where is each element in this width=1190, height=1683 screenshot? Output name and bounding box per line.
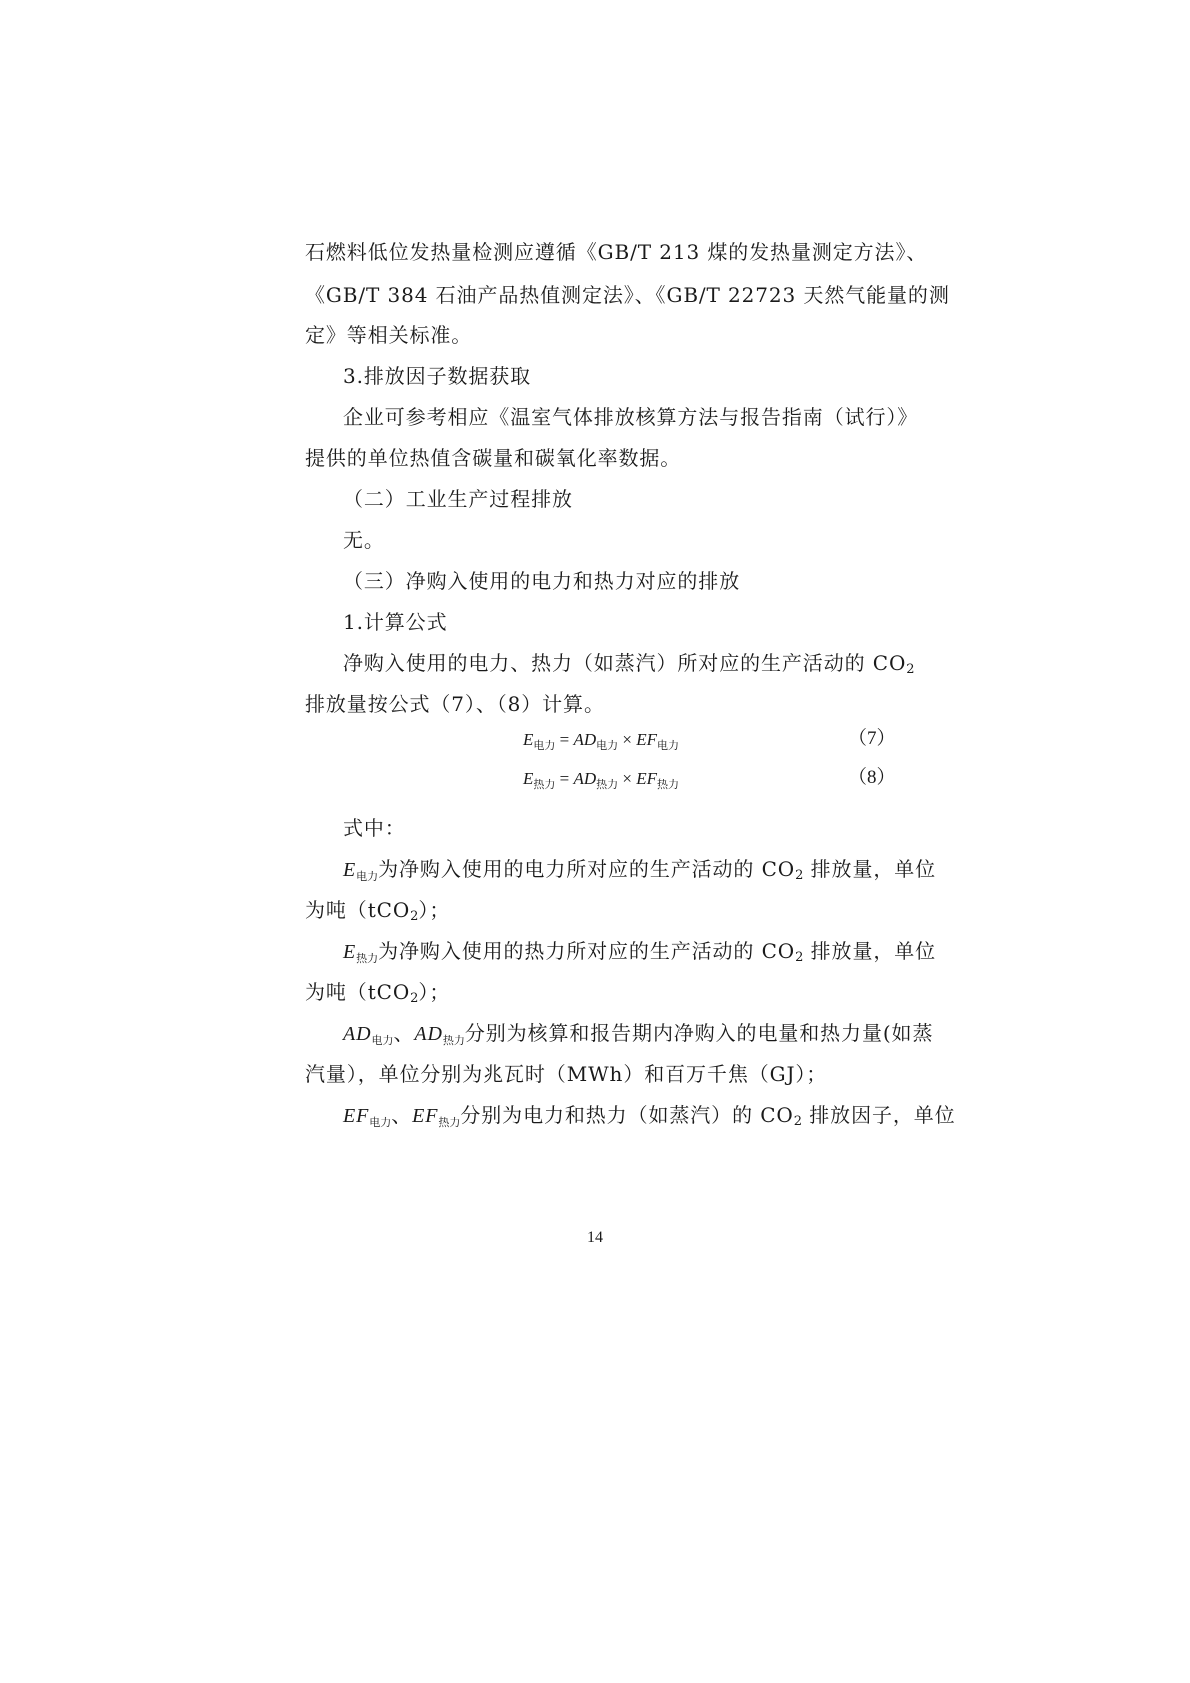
paragraph-line: 排放量按公式（7）、（8）计算。 [305, 692, 605, 716]
definition-line: $AD_{电力}$、$AD_{热力}$分别为核算和报告期内净购入的电量和热力量(如蒸 [343, 1021, 934, 1047]
formula-7: $E_{电力} = AD_{电力} \times EF_{电力}$ [523, 730, 680, 752]
paragraph-line: 企业可参考相应《温室气体排放核算方法与报告指南（试行）》 [343, 405, 919, 429]
equation-number: （8） [848, 767, 896, 788]
paragraph-line: 式中： [343, 816, 406, 840]
section-heading: 3.排放因子数据获取 [343, 364, 532, 388]
formula-8: $E_{热力} = AD_{热力} \times EF_{热力}$ [523, 769, 680, 791]
definition-line: 为吨（tCO2）； [305, 980, 451, 1006]
paragraph-line: 定》等相关标准。 [305, 323, 473, 347]
paragraph-line: 石燃料低位发热量检测应遵循《GB/T 213 煤的发热量测定方法》、 [305, 240, 928, 264]
section-heading: （二）工业生产过程排放 [343, 487, 573, 511]
paragraph-line: 净购入使用的电力、热力（如蒸汽）所对应的生产活动的 CO2 [343, 651, 915, 677]
paragraph-line: 《GB/T 384 石油产品热值测定法》、《GB/T 22723 天然气能量的测 [305, 283, 950, 307]
paragraph-line: 无。 [343, 528, 385, 552]
definition-line: $E_{热力}$为净购入使用的热力所对应的生产活动的 CO2 排放量，单位 [343, 939, 937, 965]
definition-line: $E_{电力}$为净购入使用的电力所对应的生产活动的 CO2 排放量，单位 [343, 857, 937, 883]
section-heading: （三）净购入使用的电力和热力对应的排放 [343, 569, 741, 593]
definition-line: 汽量），单位分别为兆瓦时（MWh）和百万千焦（GJ）； [305, 1062, 828, 1086]
paragraph-line: 提供的单位热值含碳量和碳氧化率数据。 [305, 446, 682, 470]
equation-number: （7） [848, 728, 896, 749]
definition-line: 为吨（tCO2）； [305, 898, 451, 924]
section-heading: 1.计算公式 [343, 610, 448, 634]
definition-line: $EF_{电力}$、$EF_{热力}$分别为电力和热力（如蒸汽）的 CO2 排放因子，单位 [343, 1103, 956, 1129]
page-number: 14 [587, 1229, 603, 1246]
